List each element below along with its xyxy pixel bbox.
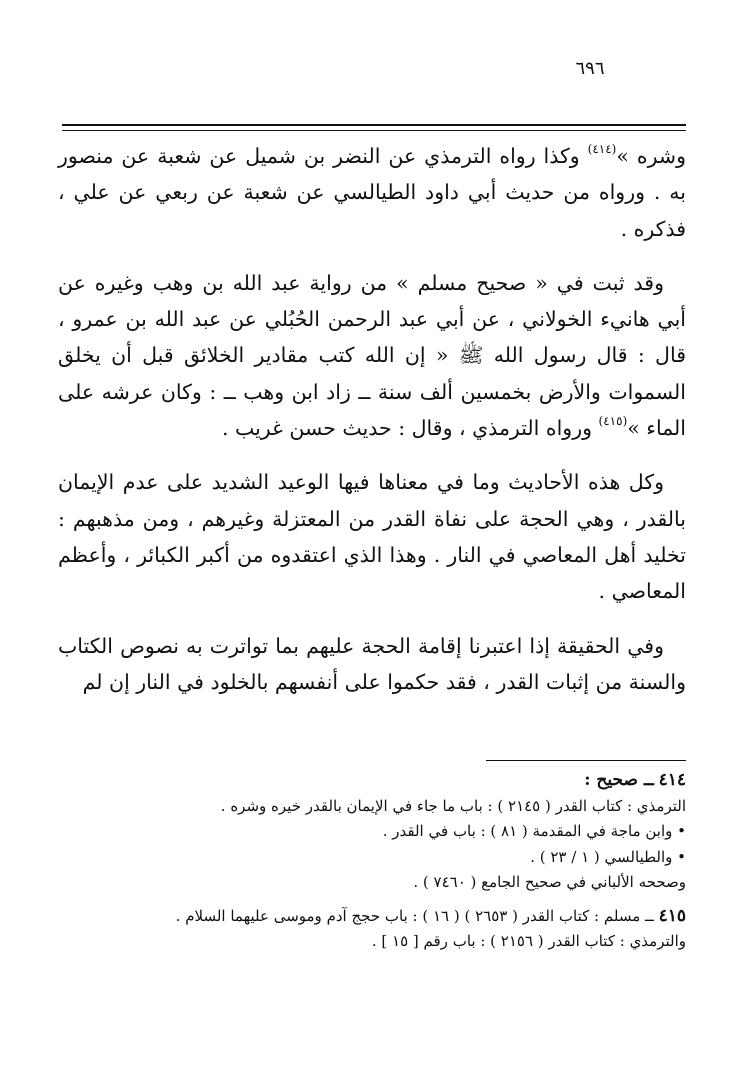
paragraph-2: وقد ثبت في « صحيح مسلم » من رواية عبد الله بن وهب وغيره عن أبي هانيء الخولاني ، عن أبي عبد الرحمن الحُبُلي عن عبد الله بن عمرو ، قال : قال رسول الله ﷺ « إن الله كتب مقادير الخلائق قبل أن يخلق السموات والأرض بخمسين ألف سنة ــ زاد ابن وهب ــ : وكان عرشه على الماء »$^{(٤١٥)}$ ورواه الترمذي ، وقال : حديث حسن غريب . [58, 270, 686, 441]
footnote-414 [58, 768, 686, 896]
footnote-line: • والطيالسي ( ١ / ٢٣ ) . [530, 847, 686, 866]
footnote-reference: (٤١٤) [587, 142, 617, 156]
footnote-separator [486, 760, 686, 761]
footnote-number: ٤١٤ [658, 770, 686, 790]
footnote-number: ٤١٥ [658, 905, 686, 926]
footnote-line: • وابن ماجة في المقدمة ( ٨١ ) : باب في القدر . [382, 822, 686, 840]
header-rule-top [62, 124, 686, 126]
footnote-line: ــ مسلم : كتاب القدر ( ٢٦٥٣ ) ( ١٦ ) : باب حجج آدم وموسى عليهما السلام . [175, 906, 654, 925]
footnotes [58, 768, 686, 955]
paragraph-3: وكل هذه الأحاديث وما في معناها فيها الوعيد الشديد على عدم الإيمان بالقدر ، وهي الحجة على نفاة القدر من المعتزلة وغيرهم ، ومن مذهبهم : تخليد أهل المعاصي في النار . وهذا الذي اعتقدوه من أكبر الكبائر ، وأعظم المعاصي . [58, 470, 686, 604]
paragraph-4: وفي الحقيقة إذا اعتبرنا إقامة الحجة عليهم بما تواترت به نصوص الكتاب والسنة من إثبات القدر ، فقد حكموا على أنفسهم بالخلود في النار إن لم [58, 633, 686, 694]
paragraph-1: وشره »$^{(٤١٤)}$ وكذا رواه الترمذي عن النضر بن شميل عن شعبة عن منصور به . ورواه من حديث أبي داود الطيالسي عن شعبة عن ربعي عن علي ، فذكره . [58, 142, 686, 241]
footnote-reference: (٤١٥) [598, 414, 628, 429]
footnote-line: الترمذي : كتاب القدر ( ٢١٤٥ ) : باب ما جاء في الإيمان بالقدر خيره وشره . [220, 796, 686, 815]
header-rule-bottom [62, 130, 686, 131]
footnote-415 [58, 904, 686, 955]
footnote-line: والترمذي : كتاب القدر ( ٢١٥٦ ) : باب رقم [ ١٥ ] . [371, 932, 686, 950]
footnote-line: وصححه الألباني في صحيح الجامع ( ٧٤٦٠ ) . [413, 873, 686, 891]
footnote-grade: ــ صحيح : [584, 770, 654, 790]
page-number: ٦٩٦ [575, 58, 605, 79]
main-text [58, 138, 686, 700]
